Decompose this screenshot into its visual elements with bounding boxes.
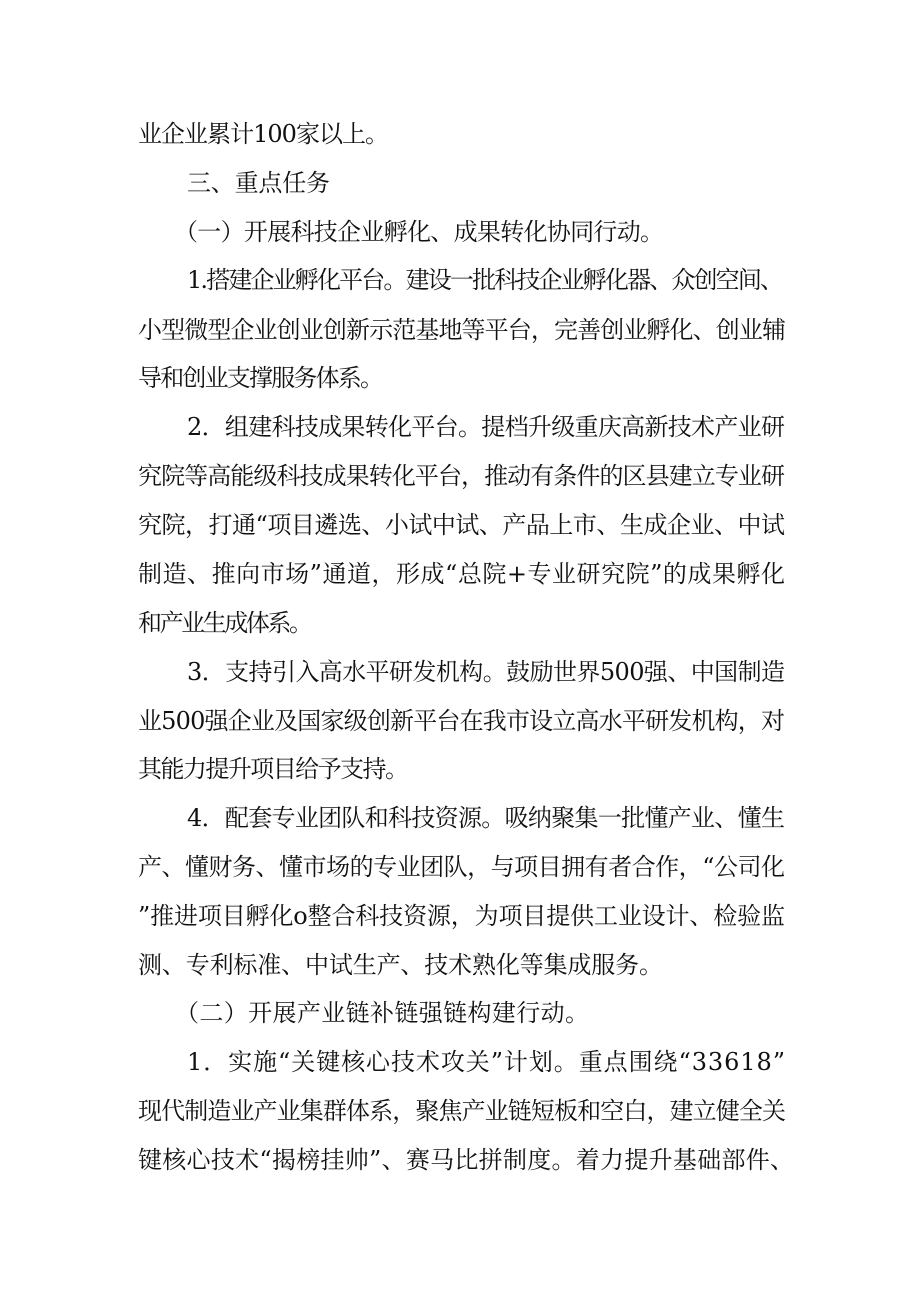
line-text: 三、重点任务 [187,169,330,197]
text-line [0,749,920,789]
text-line [0,1042,920,1082]
text-line [0,358,920,398]
line-text: 测、专利标准、中试生产、技术熟化等集成服务。 [138,951,663,979]
line-text: ”推进项目孵化o整合科技资源，为项目提供工业设计、检验监 [138,902,785,930]
line-text: 制造、推向市场”通道，形成“总院+专业研究院”的成果孵化 [138,560,786,588]
line-text: 1.搭建企业孵化平台。建设一批科技企业孵化器、众创空间、 [187,266,783,294]
line-text: 究院等高能级科技成果转化平台，推动有条件的区县建立专业研 [138,462,785,490]
line-text: 4．配套专业团队和科技资源。吸纳聚集一批懂产业、懂生 [187,804,785,832]
text-line [0,310,920,350]
text-line [0,114,920,154]
text-line [0,701,920,741]
text-line [0,798,920,838]
line-text: 产、懂财务、懂市场的专业团队，与项目拥有者合作，“公司化 [138,853,785,881]
text-line [0,554,920,594]
text-line [0,945,920,985]
line-text: 2．组建科技成果转化平台。提档升级重庆高新技术产业研 [187,413,785,441]
text-line [0,652,920,692]
line-text: 其能力提升项目给予支持。 [138,755,408,783]
text-line [0,896,920,936]
text-line [0,847,920,887]
line-text: 小型微型企业创业创新示范基地等平台，完善创业孵化、创业辅 [138,316,786,344]
line-text: （二）开展产业链补链强链构建行动。 [175,999,590,1027]
line-text: 究院，打通“项目遴选、小试中试、产品上市、生成企业、中试 [138,511,785,539]
line-text: 导和创业支撑服务体系。 [138,364,383,392]
text-line [0,505,920,545]
text-line [0,603,920,643]
line-text: 业500强企业及国家级创新平台在我市设立高水平研发机构，对 [138,707,785,735]
subsection-heading [0,212,920,252]
line-text: 和产业生成体系。 [138,609,311,637]
text-line [0,456,920,496]
line-text: 业企业累计100家以上。 [138,120,389,148]
line-text: 键核心技术“揭榜挂帅”、赛马比拼制度。着力提升基础部件、 [138,1146,795,1174]
line-text: 现代制造业产业集群体系，聚焦产业链短板和空白，建立健全关 [138,1097,786,1125]
text-line [0,1091,920,1131]
line-text: 3．支持引入高水平研发机构。鼓励世界500强、中国制造 [187,658,785,686]
line-text: （一）开展科技企业孵化、成果转化协同行动。 [174,218,664,246]
line-text: 1．实施“关键核心技术攻关”计划。重点围绕“33618” [187,1048,786,1076]
text-line [0,260,920,300]
text-line [0,407,920,447]
section-heading [0,163,920,203]
subsection-heading [0,993,920,1033]
text-line [0,1140,920,1180]
